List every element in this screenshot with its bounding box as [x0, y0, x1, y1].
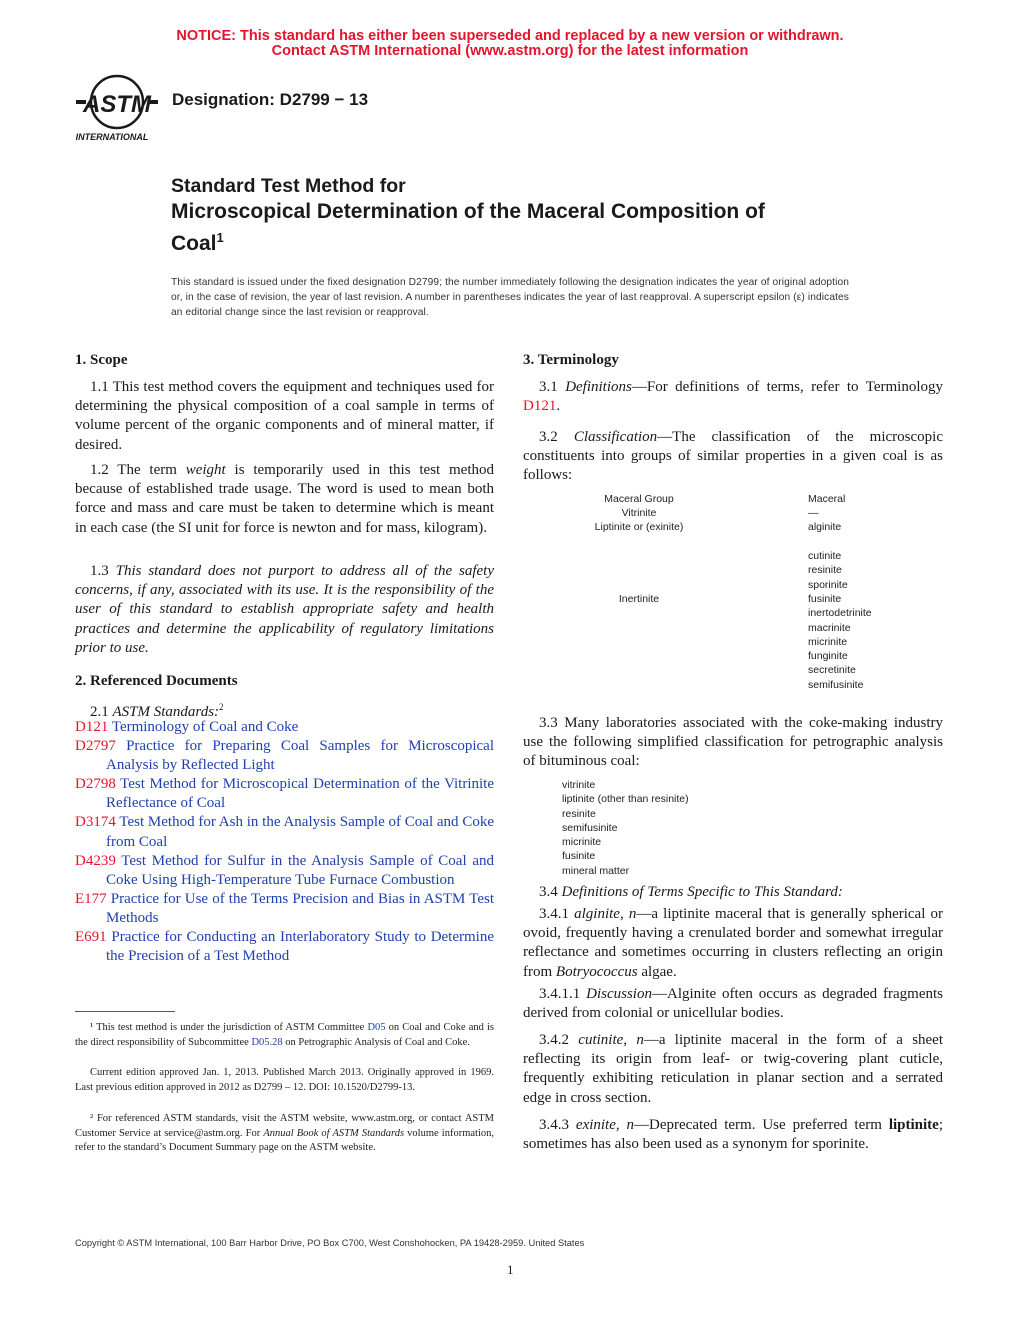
footnote-rule [75, 1011, 175, 1012]
terminology-para-3-2: 3.2 Classification—The classification of the microscopic constituents into groups of similar properties in a given coal is as follows: [523, 429, 943, 484]
footnote-2: ² For referenced ASTM standards, visit the ASTM website, www.astm.org, or contact ASTM Customer Service at service@astm.org. For Annual Book of ASTM Standards volume information, refer to the standard’s Document Summary page on the ASTM website. [75, 1113, 494, 1154]
maceral-item: macrinite [808, 621, 851, 634]
discussion-alginite: 3.4.1.1 Discussion—Alginite often occurs as degraded fragments derived from colonial or unicellular bodies. [523, 986, 943, 1022]
title-line-1: Standard Test Method for [171, 175, 406, 197]
footnote-1: ¹ This test method is under the jurisdiction of ASTM Committee D05 on Coal and Coke and is the direct responsibility of Subcommittee D05.28 on Petrographic Analysis of Coal and Coke. [75, 1022, 494, 1048]
list-item: resinite [562, 807, 596, 820]
astm-standards-subheading: 2.1 ASTM Standards:$^2$ [90, 702, 224, 720]
reference-code: E691 [75, 929, 107, 946]
reference-item[interactable] [75, 737, 494, 775]
table-inertinite-macerals [808, 592, 872, 692]
list-item: micrinite [562, 836, 602, 849]
designation: Designation: D2799 − 13 [172, 90, 369, 109]
definition-exinite: 3.4.3 exinite, n—Deprecated term. Use preferred term liptinite; sometimes has also been used as a synonym for sporinite. [523, 1117, 943, 1153]
footnote-link-d05[interactable]: D05 [367, 1022, 386, 1033]
reference-title: Test Method for Sulfur in the Analysis Sample of Coal and Coke Using High-Temperature Tube Furnace Combustion [106, 852, 494, 888]
maceral-item: fusinite [808, 593, 842, 605]
reference-item[interactable] [75, 813, 494, 851]
title-line-3: Coal [171, 232, 217, 255]
terminology-para-3-1: 3.1 Definitions—For definitions of terms, refer to Terminology D121. [523, 379, 943, 415]
logo-text: ASTM [83, 91, 151, 118]
reference-item[interactable] [75, 775, 494, 813]
reference-title: Terminology of Coal and Coke [108, 719, 299, 735]
reference-code: E177 [75, 890, 107, 907]
definition-alginite: 3.4.1 alginite, n—a liptinite maceral that is generally spherical or ovoid, frequently having a crenulated border and somewhat irregular reflectance and sometimes occurring in clusters reflecting an origin from Botryococcus algae. [523, 906, 944, 980]
section-terminology-heading: 3. Terminology [523, 352, 619, 368]
table-group-vitrinite: Vitrinite [621, 507, 657, 519]
definition-cutinite: 3.4.2 cutinite, n—a liptinite maceral in the form of a sheet reflecting its origin from leaf- or twig-covering plant cuticle, frequently exhibiting reticulation in planar section and a serrated edge in cross section. [523, 1032, 944, 1106]
simplified-classification-list [562, 778, 689, 878]
maceral-item: resinite [808, 564, 842, 577]
title-line-2: Microscopical Determination of the Maceral Composition of [171, 200, 765, 223]
terminology-para-3-3: 3.3 Many laboratories associated with the coke-making industry use the following simplified classification for petrographic analysis of bituminous coal: [523, 715, 943, 770]
page-number: 1 [507, 1262, 514, 1277]
table-liptinite-macerals [808, 549, 848, 592]
reference-code: D3174 [75, 814, 116, 831]
reference-code: D4239 [75, 852, 116, 869]
astm-logo [72, 72, 162, 144]
reference-code: D121 [75, 719, 109, 735]
maceral-item: semifusinite [808, 678, 864, 691]
reference-title: Practice for Use of the Terms Precision and Bias in ASTM Test Methods [106, 890, 494, 926]
table-group-inertinite: Inertinite [618, 593, 660, 605]
list-item: mineral matter [562, 864, 630, 877]
scope-para-1-3: 1.3 This standard does not purport to address all of the safety concerns, if any, associated with its use. It is the responsibility of the user of this standard to establish appropriate safety and health practices and determine the applicability of regulatory limitations prior to use. [75, 563, 495, 656]
reference-item[interactable] [75, 718, 494, 737]
referenced-documents-list [75, 718, 494, 966]
list-item: liptinite (other than resinite) [562, 793, 689, 806]
reference-title: Test Method for Ash in the Analysis Sample of Coal and Coke from Coal [106, 814, 494, 850]
list-item: fusinite [562, 850, 596, 863]
table-header-group: Maceral Group [604, 493, 674, 505]
reference-item[interactable] [75, 890, 494, 928]
maceral-item: inertodetrinite [808, 607, 872, 620]
notice-line-1: NOTICE: This standard has either been superseded and replaced by a new version or withdrawn. [176, 28, 844, 44]
table-maceral-vitrinite: — [808, 507, 819, 519]
reference-code: D2797 [75, 738, 116, 755]
document-title [171, 199, 871, 257]
notice-line-2: Contact ASTM International (www.astm.org) for the latest information [271, 43, 749, 59]
reference-title: Practice for Conducting an Interlaboratory Study to Determine the Precision of a Test Method [106, 929, 494, 965]
table-header-maceral: Maceral [808, 493, 846, 505]
maceral-item: sporinite [808, 578, 848, 591]
footnote-link-d05-28[interactable]: D05.28 [251, 1036, 283, 1048]
footnote-1-edition: Current edition approved Jan. 1, 2013. Published March 2013. Originally approved in 1969. Last previous edition approved in 2012 as D2799 – 12. DOI: 10.1520/D2799-13. [75, 1067, 494, 1093]
issued-note: This standard is issued under the fixed designation D2799; the number immediately following the designation indicates the year of original adoption or, in the case of revision, the year of last revision. A number in parentheses indicates the year of last reapproval. A superscript epsilon (ε) indicates an editorial change since the last revision or reapproval. [171, 277, 849, 318]
maceral-item: cutinite [808, 550, 842, 562]
maceral-item: secretinite [808, 664, 856, 677]
logo-subtext: INTERNATIONAL [75, 132, 149, 142]
link-d121[interactable]: D121 [523, 398, 557, 415]
section-refdocs-heading: 2. Referenced Documents [75, 673, 238, 689]
maceral-item: micrinite [808, 635, 848, 648]
list-item: semifusinite [562, 821, 618, 834]
maceral-item: funginite [808, 650, 848, 663]
table-maceral-alginite: alginite [808, 521, 842, 533]
copyright: Copyright © ASTM International, 100 Barr Harbor Drive, PO Box C700, West Conshohocken, PA 19428-2959. United States [75, 1238, 585, 1248]
table-group-liptinite: Liptinite or (exinite) [594, 521, 684, 533]
reference-title: Practice for Preparing Coal Samples for Microscopical Analysis by Reflected Light [106, 738, 494, 774]
title-footnote-mark: 1 [216, 230, 224, 245]
reference-item[interactable] [75, 928, 494, 966]
reference-item[interactable] [75, 852, 494, 890]
terminology-para-3-4: 3.4 Definitions of Terms Specific to This Standard: [539, 884, 843, 900]
scope-para-1-1: 1.1 This test method covers the equipment and techniques used for determining the physical composition of a coal sample in terms of volume percent of the organic components and of mineral matter, if desired. [75, 379, 494, 453]
list-item: vitrinite [562, 779, 596, 791]
scope-para-1-2: 1.2 The term weight is temporarily used in this test method because of established trade usage. The word is used to mean both force and mass and care must be taken to determine which is meant in each case (the SI unit for force is newton and for mass, kilogram). [75, 462, 495, 536]
reference-code: D2798 [75, 776, 116, 793]
reference-title: Test Method for Microscopical Determination of the Vitrinite Reflectance of Coal [106, 776, 494, 812]
section-scope-heading: 1. Scope [75, 352, 128, 368]
